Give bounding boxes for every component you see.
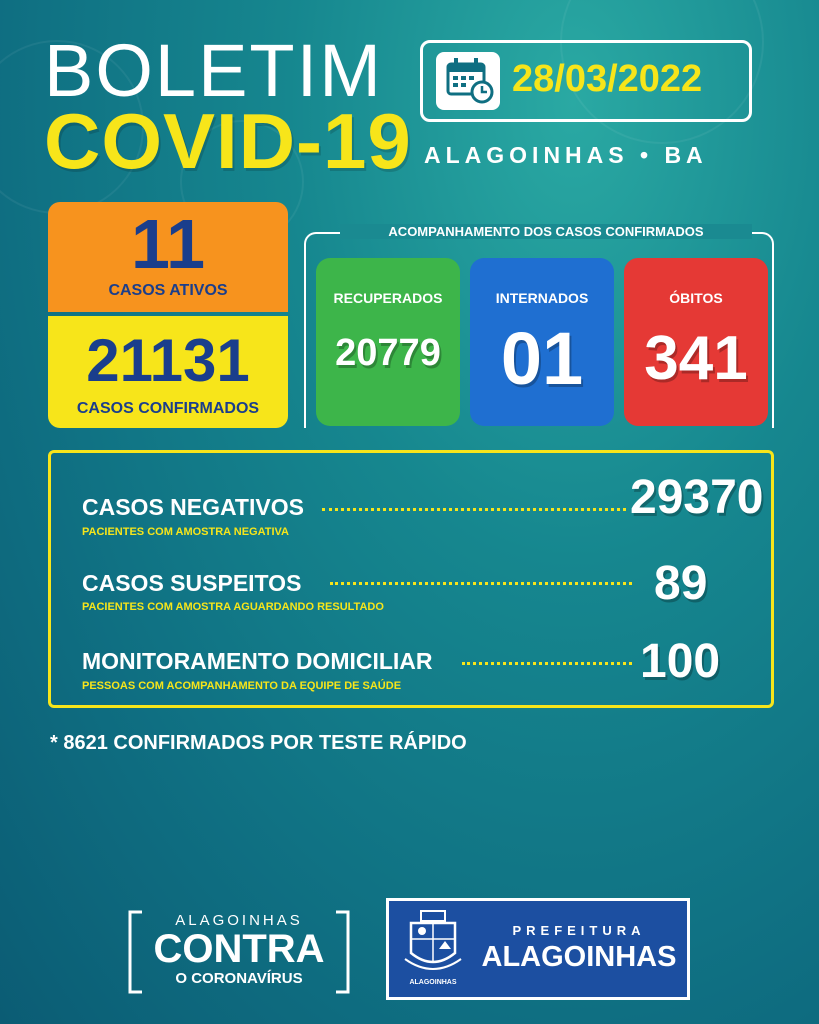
dotted-leader	[322, 508, 626, 511]
campaign-top-text: ALAGOINHAS	[175, 912, 303, 929]
tracking-panel-title: ACOMPANHAMENTO DOS CASOS CONFIRMADOS	[340, 224, 752, 239]
rapid-test-footnote: * 8621 CONFIRMADOS POR TESTE RÁPIDO	[50, 732, 467, 754]
recovered-value: 20779	[335, 332, 441, 374]
campaign-logo	[128, 910, 350, 994]
hospitalized-label: INTERNADOS	[495, 290, 589, 306]
hospitalized-value: 01	[500, 317, 584, 400]
city-crest-icon	[403, 909, 463, 991]
deaths-label: ÓBITOS	[669, 290, 723, 306]
recovered-card	[316, 258, 460, 426]
home-monitoring-subtitle: PESSOAS COM ACOMPANHAMENTO DA EQUIPE DE SAÚDE	[82, 680, 402, 692]
suspected-cases-value: 89	[654, 557, 708, 610]
deaths-value: 341	[644, 324, 748, 393]
negative-cases-subtitle: PACIENTES COM AMOSTRA NEGATIVA	[82, 526, 289, 538]
hospitalized-card	[470, 258, 614, 426]
suspected-cases-subtitle: PACIENTES COM AMOSTRA AGUARDANDO RESULTADO	[82, 601, 384, 613]
campaign-main-text: CONTRA	[153, 927, 325, 971]
dotted-leader	[330, 582, 632, 585]
deaths-card	[624, 258, 768, 426]
active-cases-value: 11	[131, 205, 205, 283]
confirmed-cases-value: 21131	[86, 327, 250, 394]
dotted-leader	[462, 662, 632, 665]
calendar-icon	[436, 52, 500, 110]
city-hall-main-text: ALAGOINHAS	[481, 941, 677, 973]
recovered-label: RECUPERADOS	[333, 290, 443, 306]
suspected-cases-title: CASOS SUSPEITOS	[82, 570, 302, 596]
city-hall-small-text: PREFEITURA	[512, 923, 646, 938]
home-monitoring-title: MONITORAMENTO DOMICILIAR	[82, 648, 433, 674]
negative-cases-title: CASOS NEGATIVOS	[82, 494, 304, 520]
campaign-bottom-text: O CORONAVÍRUS	[175, 970, 303, 987]
city-hall-logo	[386, 898, 690, 1000]
confirmed-cases-card	[48, 316, 288, 428]
active-cases-card	[48, 202, 288, 312]
home-monitoring-value: 100	[640, 635, 721, 688]
active-cases-label: CASOS ATIVOS	[108, 282, 228, 299]
crest-text: ALAGOINHAS	[409, 979, 457, 986]
title-boletim: BOLETIM	[44, 29, 383, 112]
report-date: 28/03/2022	[512, 58, 703, 100]
negative-cases-value: 29370	[630, 471, 764, 524]
confirmed-cases-label: CASOS CONFIRMADOS	[76, 400, 260, 417]
title-covid: COVID-19	[44, 97, 412, 185]
city-label: ALAGOINHAS • BA	[424, 142, 708, 168]
